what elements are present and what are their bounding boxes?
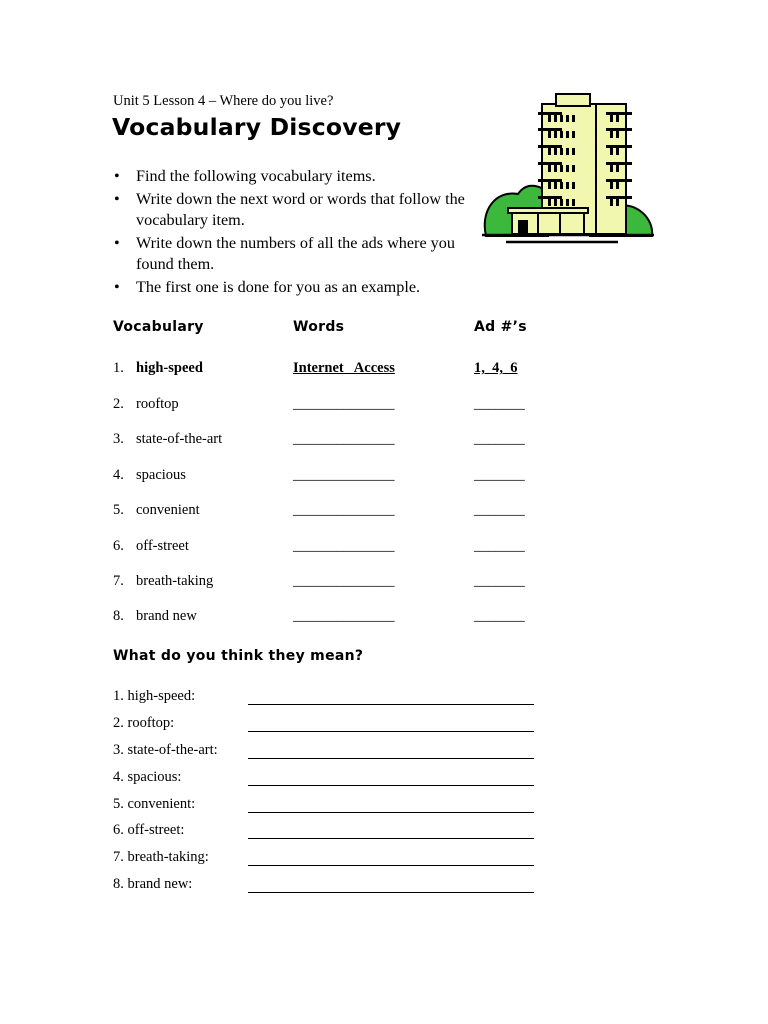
column-header-words: Words <box>293 319 345 335</box>
words-answer: Internet Access <box>293 360 395 376</box>
list-item <box>0 715 768 735</box>
table-row <box>0 467 768 489</box>
meaning-answer-line[interactable] <box>248 838 534 839</box>
words-blank[interactable]: ______________ <box>293 608 395 624</box>
words-blank[interactable]: ______________ <box>293 396 395 412</box>
ads-blank[interactable]: _______ <box>474 431 525 447</box>
row-number: 4. <box>113 467 124 483</box>
ads-answer: 1, 4, 6 <box>474 360 518 376</box>
row-number: 3. <box>113 431 124 447</box>
vocab-term: high-speed <box>136 360 203 376</box>
words-blank[interactable]: ______________ <box>293 467 395 483</box>
instructions-list <box>113 166 473 300</box>
meaning-answer-line[interactable] <box>248 731 534 732</box>
meaning-label: 5. convenient: <box>113 796 196 812</box>
list-item <box>0 876 768 896</box>
ads-blank[interactable]: _______ <box>474 396 525 412</box>
vocab-term: spacious <box>136 467 186 483</box>
list-item <box>0 796 768 816</box>
list-item <box>0 742 768 762</box>
meaning-answer-line[interactable] <box>248 892 534 893</box>
words-blank[interactable]: ______________ <box>293 573 395 589</box>
instruction-item: • The first one is done for you as an example. <box>113 277 473 298</box>
vocab-term: state-of-the-art <box>136 431 223 447</box>
meaning-answer-line[interactable] <box>248 704 534 705</box>
row-number: 6. <box>113 538 124 554</box>
apartment-building-icon <box>478 90 658 253</box>
meaning-answer-line[interactable] <box>248 812 534 813</box>
list-item <box>0 849 768 869</box>
meaning-label: 4. spacious: <box>113 769 182 785</box>
table-row <box>0 431 768 453</box>
table-row <box>0 396 768 418</box>
row-number: 7. <box>113 573 124 589</box>
ads-blank[interactable]: _______ <box>474 573 525 589</box>
meaning-label: 6. off-street: <box>113 822 185 838</box>
column-header-vocabulary: Vocabulary <box>113 319 204 335</box>
meaning-label: 7. breath-taking: <box>113 849 209 865</box>
page-title: Vocabulary Discovery <box>112 113 402 141</box>
list-item <box>0 822 768 842</box>
table-row <box>0 608 768 630</box>
vocab-term: rooftop <box>136 396 179 412</box>
row-number: 5. <box>113 502 124 518</box>
ads-blank[interactable]: _______ <box>474 608 525 624</box>
table-row <box>0 502 768 524</box>
meaning-label: 2. rooftop: <box>113 715 175 731</box>
lesson-subtitle: Unit 5 Lesson 4 – Where do you live? <box>113 93 334 109</box>
meaning-answer-line[interactable] <box>248 785 534 786</box>
vocab-term: brand new <box>136 608 197 624</box>
meanings-heading: What do you think they mean? <box>113 648 364 664</box>
column-header-ads: Ad #’s <box>474 319 527 335</box>
meaning-label: 3. state-of-the-art: <box>113 742 218 758</box>
meaning-label: 8. brand new: <box>113 876 193 892</box>
vocab-term: off-street <box>136 538 189 554</box>
row-number: 2. <box>113 396 124 412</box>
table-row <box>0 573 768 595</box>
words-blank[interactable]: ______________ <box>293 538 395 554</box>
words-blank[interactable]: ______________ <box>293 502 395 518</box>
list-item <box>0 769 768 789</box>
table-row <box>0 538 768 560</box>
row-number: 1. <box>113 360 124 376</box>
words-blank[interactable]: ______________ <box>293 431 395 447</box>
vocab-term: convenient <box>136 502 200 518</box>
instruction-item: • Write down the numbers of all the ads where you found them. <box>113 233 473 275</box>
ads-blank[interactable]: _______ <box>474 467 525 483</box>
meaning-label: 1. high-speed: <box>113 688 196 704</box>
ads-blank[interactable]: _______ <box>474 538 525 554</box>
vocab-term: breath-taking <box>136 573 214 589</box>
meaning-answer-line[interactable] <box>248 758 534 759</box>
list-item <box>0 688 768 708</box>
row-number: 8. <box>113 608 124 624</box>
meaning-answer-line[interactable] <box>248 865 534 866</box>
instruction-item: • Find the following vocabulary items. <box>113 166 473 187</box>
table-row <box>0 360 768 382</box>
instruction-item: • Write down the next word or words that follow the vocabulary item. <box>113 189 473 231</box>
ads-blank[interactable]: _______ <box>474 502 525 518</box>
